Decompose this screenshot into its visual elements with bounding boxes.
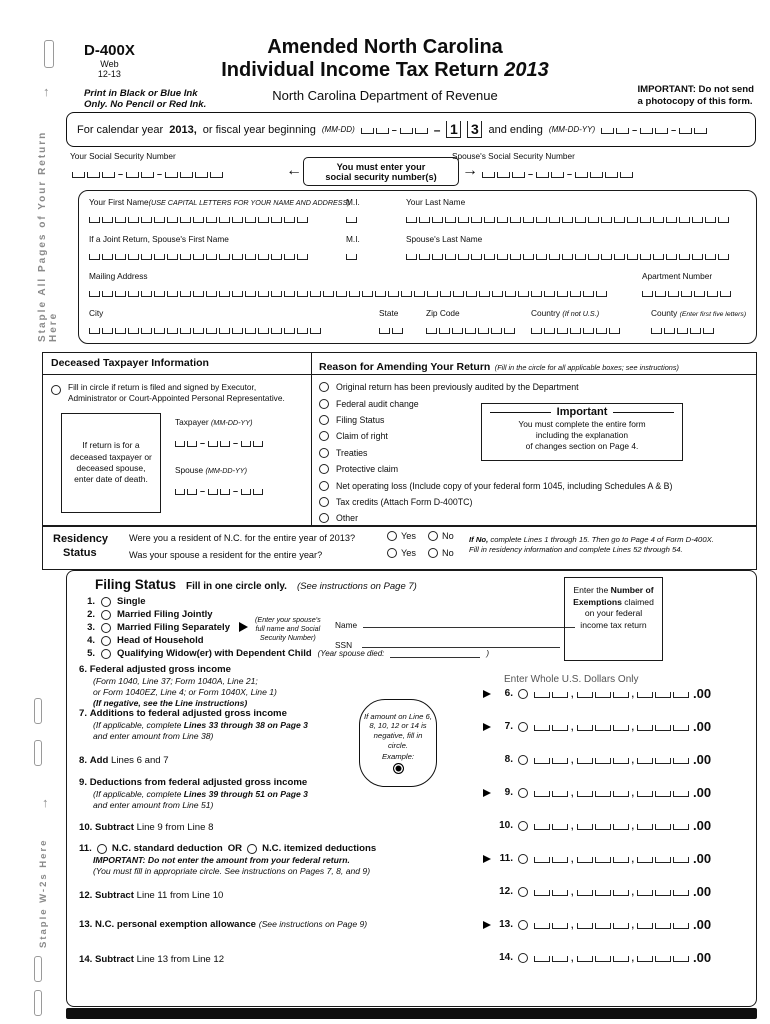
filing-option-2-label: Married Filing Jointly (117, 609, 213, 620)
spouse-mi-input[interactable] (346, 254, 357, 260)
line-10-rest: Line 9 from Line 8 (136, 822, 214, 833)
negative-fill-circle[interactable] (518, 854, 528, 864)
first-name-label-text: Your First Name (89, 197, 149, 207)
important-text-line2: including the explanation (535, 429, 629, 440)
amount-row (483, 743, 751, 776)
important-title: Important (556, 406, 608, 418)
spouse-death-label (175, 465, 247, 475)
state-input[interactable] (379, 328, 403, 334)
residency-q1-no-circle[interactable] (428, 531, 438, 541)
amount-row (483, 941, 751, 974)
reason-option-row[interactable] (319, 510, 755, 526)
calendar-mid: or fiscal year beginning (202, 123, 316, 136)
cents-suffix: .00 (693, 686, 712, 701)
county-note: (Enter first five letters) (679, 311, 747, 318)
reason-option-circle[interactable] (319, 513, 329, 523)
filing-option-4-label: Head of Household (117, 635, 204, 646)
filing-option-single[interactable] (81, 595, 146, 608)
important-legend (482, 404, 682, 419)
zip-input[interactable] (426, 328, 515, 334)
filing-option-5-number: 5. (87, 648, 95, 659)
spouse-ssn-field-label: SSN (335, 640, 353, 650)
ink-note-line2: Only. No Pencil or Red Ink. (84, 99, 207, 111)
mailing-address-label: Mailing Address (89, 271, 148, 281)
line-7-title (79, 708, 308, 719)
reason-option-label: Filing Status (336, 414, 385, 425)
caps-note: (USE CAPITAL LETTERS FOR YOUR NAME AND ADDRESS) (148, 198, 350, 207)
line-6-note1: (Form 1040, Line 37; Form 1040A, Line 21; (93, 676, 258, 686)
calendar-ending: and ending (488, 123, 543, 136)
reason-title-row (319, 357, 679, 375)
deceased-and-reason-section (42, 352, 757, 526)
reason-option-circle[interactable] (319, 481, 329, 491)
spouse-mi-label: M.I. (346, 234, 360, 244)
negative-fill-circle[interactable] (518, 953, 528, 963)
residency-note (469, 535, 755, 556)
negative-note-text: If amount on Line 6, 8, 10, 12 or 14 is negative, fill in circle. (364, 711, 432, 750)
line-13-note: (See instructions on Page 9) (258, 919, 368, 929)
reason-option-row[interactable] (319, 461, 755, 477)
county-input[interactable] (651, 328, 714, 334)
zip-label: Zip Code (426, 308, 460, 318)
spouse-ssn-field-input[interactable] (362, 639, 560, 648)
filing-subtitle: Fill in one circle only. (186, 581, 287, 592)
arrow-right-icon: → (462, 162, 478, 179)
amount-input[interactable]: , , (534, 855, 689, 863)
line-12-number: 12. (79, 890, 93, 901)
mi-input[interactable] (346, 217, 357, 223)
amount-input[interactable]: , , (534, 822, 689, 830)
reason-option-row[interactable] (319, 494, 755, 510)
negative-fill-circle[interactable] (518, 920, 528, 930)
deceased-fill-text (68, 382, 285, 404)
residency-note-rest: complete Lines 1 through 15. Then go to Page 4 of Form D-400X. (488, 535, 714, 544)
amount-input[interactable]: , , (534, 789, 689, 797)
line-13-title-text: N.C. personal exemption allowance (95, 919, 257, 930)
filing-option-3-label: Married Filing Separately (117, 622, 230, 633)
taxpayer-death-label (175, 417, 253, 427)
filled-circle-example-icon (393, 763, 404, 774)
spouse-name-input[interactable] (363, 619, 575, 628)
line-6-title (79, 664, 277, 675)
filing-option-3-circle[interactable] (101, 623, 111, 633)
reason-option-circle[interactable] (319, 497, 329, 507)
reason-option-circle[interactable] (319, 415, 329, 425)
negative-amount-note (359, 699, 437, 787)
itemized-deduction-circle[interactable] (247, 844, 257, 854)
reason-title: Reason for Amending Your Return (319, 361, 491, 373)
line-9-note1b: Lines 39 through 51 on Page 3 (183, 789, 308, 799)
reason-option-label: Tax credits (Attach Form D-400TC) (336, 496, 473, 507)
reason-option-label: Treaties (336, 447, 368, 458)
line-9-note1a: (If applicable, complete (93, 789, 184, 799)
reason-option-circle[interactable] (319, 399, 329, 409)
spouse-last-name-label: Spouse's Last Name (406, 234, 483, 244)
amount-row (483, 677, 751, 710)
mailing-address-input[interactable] (89, 291, 607, 297)
reason-option-label: Net operating loss (Include copy of your federal form 1045, including Schedules A & B) (336, 480, 673, 491)
first-name-label (89, 197, 350, 207)
filing-option-5-circle[interactable] (101, 649, 111, 659)
line-12-rest: Line 11 from Line 10 (136, 890, 224, 901)
itemized-deduction-label: N.C. itemized deductions (262, 843, 377, 854)
taxpayer-label-text: Taxpayer (175, 417, 209, 427)
reason-option-label: Other (336, 513, 359, 524)
spouse-date-format: (MM-DD-YY) (205, 466, 247, 475)
line-6-title-text: Federal adjusted gross income (89, 664, 231, 675)
amount-row (483, 809, 751, 842)
spouse-info-note-line3: Security Number) (259, 633, 316, 642)
spouse-info-note (255, 615, 321, 642)
cents-suffix: .00 (693, 950, 712, 965)
year-died-post: ) (486, 649, 490, 658)
filing-option-1-circle[interactable] (101, 597, 111, 607)
taxpayer-death-date-input[interactable]: – – (175, 439, 263, 447)
fiscal-year-begin-input[interactable]: – (361, 126, 428, 134)
reason-option-row[interactable] (319, 477, 755, 493)
line-10-verb: Subtract (95, 822, 134, 833)
your-ssn-label: Your Social Security Number (70, 151, 176, 161)
amount-input[interactable]: , , (534, 921, 689, 929)
line-7-note1b: Lines 33 through 38 on Page 3 (183, 720, 308, 730)
line-6-number: 6. (79, 664, 88, 675)
calendar-mmddyy-format: (MM-DD-YY) (548, 125, 596, 134)
filing-title: Filing Status (95, 577, 176, 592)
filing-option-hoh[interactable] (81, 634, 204, 647)
cents-suffix: .00 (693, 851, 712, 866)
amount-line-number: 11. (499, 853, 513, 864)
filing-option-1-number: 1. (87, 596, 95, 607)
ssn-note-line2: social security number(s) (325, 171, 437, 182)
line-14-verb: Subtract (95, 954, 134, 965)
negative-example-label: Example: (381, 752, 415, 762)
fiscal-year-end-input[interactable]: – – (601, 126, 707, 134)
line-11-note: (You must fill in appropriate circle. See instructions on Pages 7, 8, and 9) (93, 866, 371, 876)
mi-label: M.I. (346, 197, 360, 207)
reason-title-note: (Fill in the circle for all applicable boxes; see instructions) (494, 363, 679, 372)
amount-input[interactable]: , , (534, 723, 689, 731)
residency-note-bold: If No, (469, 535, 489, 544)
ink-note-line1: Print in Black or Blue Ink (84, 88, 198, 99)
amount-row (483, 776, 751, 809)
last-name-input[interactable] (406, 217, 729, 223)
amount-line-number: 12. (499, 886, 513, 897)
spouse-info-note-line2: full name and Social (255, 624, 321, 633)
last-name-label: Your Last Name (406, 197, 466, 207)
amount-rows (483, 677, 751, 974)
residency-note-line1 (469, 535, 755, 545)
line-pointer-triangle-icon (483, 921, 491, 929)
residency-q2-yes-label: Yes (401, 548, 416, 558)
apartment-label: Apartment Number (642, 271, 713, 281)
name-address-section (78, 190, 757, 344)
filing-option-2-number: 2. (87, 609, 95, 620)
filing-subtitle-note: (See instructions on Page 7) (296, 581, 417, 592)
exemptions-text-pre: Enter the (573, 585, 611, 595)
residency-q2-no-circle[interactable] (428, 548, 438, 558)
year-died-pre: (Year spouse died: (317, 649, 385, 658)
reason-option-label: Protective claim (336, 464, 399, 475)
staple-icon (34, 698, 42, 724)
country-note: (If not U.S.) (562, 309, 600, 318)
calendar-mmdd-format: (MM-DD) (321, 125, 355, 134)
cents-suffix: .00 (693, 818, 712, 833)
spouse-death-label-text: Spouse (175, 465, 204, 475)
line-13-number: 13. (79, 919, 93, 930)
deceased-fill-line2: Administrator or Court-Appointed Personal Representative. (68, 392, 285, 403)
spouse-first-name-input[interactable] (89, 254, 308, 260)
deceased-fill-circle[interactable] (51, 385, 61, 395)
line-6-text (79, 664, 277, 708)
dollars-only-header: Enter Whole U.S. Dollars Only (504, 674, 639, 685)
line-pointer-triangle-icon (483, 723, 491, 731)
residency-q2-no-label: No (442, 548, 454, 558)
amount-line-number: 6. (504, 688, 513, 699)
residency-q1-yes-label: Yes (401, 531, 416, 541)
calendar-pre: For calendar year (77, 123, 164, 136)
line-12-verb: Subtract (95, 890, 134, 901)
preprinted-year-digit-1: 1 (446, 121, 461, 138)
amount-line-number: 9. (504, 787, 513, 798)
line-7-text (79, 708, 308, 741)
line-14-text (79, 954, 224, 965)
line-14-number: 14. (79, 954, 93, 965)
staple-icon (34, 956, 42, 982)
city-label: City (89, 308, 104, 318)
standard-deduction-label: N.C. standard deduction (111, 843, 223, 854)
form-id: D-400X (84, 42, 135, 59)
line-8-rest: Lines 6 and 7 (111, 755, 169, 766)
line-pointer-triangle-icon (483, 855, 491, 863)
residency-q2-yes-circle[interactable] (387, 548, 397, 558)
line-11-text (79, 843, 376, 876)
deceased-fill-line1: Fill in circle if return is filed and signed by Executor, (68, 382, 257, 392)
reason-option-circle[interactable] (319, 464, 329, 474)
line-pointer-triangle-icon (483, 789, 491, 797)
residency-note-line2: Fill in residency information and complete Lines 52 through 54. (469, 545, 683, 555)
residency-section (42, 526, 757, 570)
filing-option-3-number: 3. (87, 622, 95, 633)
important-text (482, 419, 682, 452)
line-8-text (79, 755, 169, 766)
spouse-first-name-label: If a Joint Return, Spouse's First Name (89, 234, 229, 244)
amount-line-number: 8. (504, 754, 513, 765)
line-7-note2: and enter amount from Line 38) (93, 731, 214, 741)
spouse-death-date-input[interactable]: – – (175, 487, 263, 495)
amount-line-number: 13. (499, 919, 513, 930)
amount-input[interactable]: , , (534, 690, 689, 698)
ssn-note-line1: You must enter your (336, 161, 426, 172)
reason-option-row[interactable] (319, 379, 755, 395)
form-revision: 12-13 (97, 69, 121, 79)
no-photocopy-line1: IMPORTANT: Do not send (637, 84, 754, 95)
filing-title-row (95, 577, 417, 592)
filing-option-1-label: Single (117, 596, 146, 607)
spouse-info-note-line1: (Enter your spouse's (255, 615, 321, 624)
staple-icon (34, 740, 42, 766)
form-web-label: Web (100, 59, 119, 69)
amount-row (483, 842, 751, 875)
amount-row (483, 908, 751, 941)
your-ssn-input[interactable]: – – (72, 170, 223, 178)
country-input[interactable] (531, 328, 620, 334)
amount-line-number: 10. (499, 820, 513, 831)
cents-suffix: .00 (693, 884, 712, 899)
reason-option-circle[interactable] (319, 431, 329, 441)
preprinted-year-digit-2: 3 (467, 121, 482, 138)
reason-option-label: Claim of right (336, 431, 388, 442)
cents-suffix: .00 (693, 917, 712, 932)
line-9-text (79, 777, 308, 810)
reason-option-circle[interactable] (319, 448, 329, 458)
ssn-required-note (303, 157, 459, 186)
form-title-year: 2013 (504, 59, 549, 81)
line-9-title (79, 777, 308, 788)
filing-option-4-circle[interactable] (101, 636, 111, 646)
county-label-text: County (651, 308, 678, 318)
residency-q1-answers (387, 531, 454, 541)
filing-status-section (66, 570, 757, 1007)
amount-line-number: 7. (504, 721, 513, 732)
residency-q2-answers (387, 548, 454, 558)
form-title-line2-text: Individual Income Tax Return (221, 59, 499, 81)
year-died-input[interactable] (390, 649, 480, 658)
filing-option-2-circle[interactable] (101, 610, 111, 620)
spouse-last-name-input[interactable] (406, 254, 729, 260)
negative-fill-circle[interactable] (518, 722, 528, 732)
line-11-number: 11. (79, 843, 92, 854)
line-7-note1a: (If applicable, complete (93, 720, 184, 730)
line-11-important: IMPORTANT: Do not enter the amount from your federal return. (93, 855, 350, 865)
up-arrow-icon: ↑ (42, 795, 49, 810)
cents-suffix: .00 (693, 752, 712, 767)
line-12-text (79, 890, 223, 901)
form-title-line2 (0, 59, 770, 82)
arrow-left-icon: ← (286, 162, 302, 179)
legend-line-icon (490, 412, 551, 413)
exemptions-box (564, 577, 663, 661)
important-text-line1: You must complete the entire form (518, 419, 646, 429)
filing-option-mfj[interactable] (81, 608, 213, 621)
reason-option-circle[interactable] (319, 382, 329, 392)
line-7-note1 (93, 720, 308, 730)
staple-w2s-label: Staple W-2s Here (38, 838, 49, 948)
negative-fill-circle[interactable] (518, 887, 528, 897)
line-11-options (79, 843, 376, 854)
amount-line-number: 14. (499, 952, 513, 963)
line-9-title-text: Deductions from federal adjusted gross income (89, 777, 308, 788)
country-label (531, 308, 599, 318)
amount-row (483, 875, 751, 908)
staple-all-pages-label: Staple All Pages of Your Return Here (37, 130, 59, 342)
negative-fill-circle[interactable] (518, 755, 528, 765)
department-label: North Carolina Department of Revenue (272, 88, 498, 103)
section-vertical-divider (311, 353, 312, 525)
residency-title2: Status (63, 547, 97, 559)
deceased-title: Deceased Taxpayer Information (51, 357, 209, 369)
exemptions-text-post: claimed on your federal income tax return (580, 596, 654, 630)
mfs-arrow-right-icon (239, 622, 248, 632)
important-text-line3: of changes section on Page 4. (525, 440, 639, 451)
reason-option-label: Original return has been previously audited by the Department (336, 382, 579, 393)
city-input[interactable] (89, 328, 321, 334)
no-photocopy-line2: a photocopy of this form. (637, 95, 753, 107)
calendar-year: 2013, (169, 123, 197, 136)
cents-suffix: .00 (693, 785, 712, 800)
standard-deduction-circle[interactable] (97, 844, 107, 854)
or-label: OR (227, 843, 243, 854)
line-13-text (79, 919, 367, 930)
line-9-note2: and enter amount from Line 51) (93, 800, 214, 810)
calendar-dash: – (433, 122, 441, 137)
exemptions-text-bold: Number of Exemptions (573, 585, 654, 607)
up-arrow-icon: ↑ (43, 84, 50, 99)
line-10-text (79, 822, 213, 833)
negative-fill-circle[interactable] (518, 689, 528, 699)
spouse-ssn-row (335, 639, 560, 650)
county-label (651, 308, 746, 318)
filing-option-4-number: 4. (87, 635, 95, 646)
staple-icon (34, 990, 42, 1016)
cents-suffix: .00 (693, 719, 712, 734)
apartment-input[interactable] (642, 291, 731, 297)
line-9-number: 9. (79, 777, 88, 788)
line-6-note2: or Form 1040EZ, Line 4; or Form 1040X, Line 1) (93, 687, 277, 697)
line-14-rest: Line 13 from Line 12 (136, 954, 225, 965)
country-label-text: Country (531, 308, 561, 318)
form-title-block (0, 36, 770, 82)
line-8-number: 8. (79, 755, 88, 766)
residency-q1: Were you a resident of N.C. for the entire year of 2013? (129, 533, 356, 543)
negative-fill-circle[interactable] (518, 788, 528, 798)
important-note-box (481, 403, 683, 461)
spouse-ssn-label: Spouse's Social Security Number (452, 151, 575, 161)
state-label: State (379, 308, 399, 318)
line-pointer-triangle-icon (483, 690, 491, 698)
negative-fill-circle[interactable] (518, 821, 528, 831)
amount-input[interactable]: , , (534, 888, 689, 896)
line-10-number: 10. (79, 822, 93, 833)
line-7-number: 7. (79, 708, 88, 719)
line-6-note3: (If negative, see the Line instructions) (93, 698, 248, 708)
residency-q2: Was your spouse a resident for the entire year? (129, 550, 323, 560)
line-7-title-text: Additions to federal adjusted gross income (89, 708, 287, 719)
spouse-name-row (335, 619, 575, 630)
spouse-ssn-input[interactable]: – – (482, 170, 633, 178)
first-name-input[interactable] (89, 217, 308, 223)
amount-row (483, 710, 751, 743)
form-title-line1: Amended North Carolina (267, 36, 503, 58)
bottom-black-bar (66, 1008, 757, 1019)
line-9-note1 (93, 789, 308, 799)
filing-option-mfs[interactable] (81, 621, 230, 634)
residency-title1: Residency (53, 533, 109, 545)
amount-input[interactable]: , , (534, 954, 689, 962)
no-photocopy-note (637, 84, 754, 107)
residency-q1-no-label: No (442, 531, 454, 541)
legend-line-icon (613, 412, 674, 413)
reason-option-label: Federal audit change (336, 398, 419, 409)
deceased-date-box: If return is for a deceased taxpayer or deceased spouse, enter date of death. (61, 413, 161, 513)
filing-option-5-label: Qualifying Widow(er) with Dependent Child (117, 648, 312, 659)
calendar-year-bar (66, 112, 756, 147)
residency-q1-yes-circle[interactable] (387, 531, 397, 541)
taxpayer-date-format: (MM-DD-YY) (210, 418, 253, 427)
spouse-name-label: Name (335, 620, 358, 630)
line-8-verb: Add (89, 755, 109, 766)
amount-input[interactable]: , , (534, 756, 689, 764)
